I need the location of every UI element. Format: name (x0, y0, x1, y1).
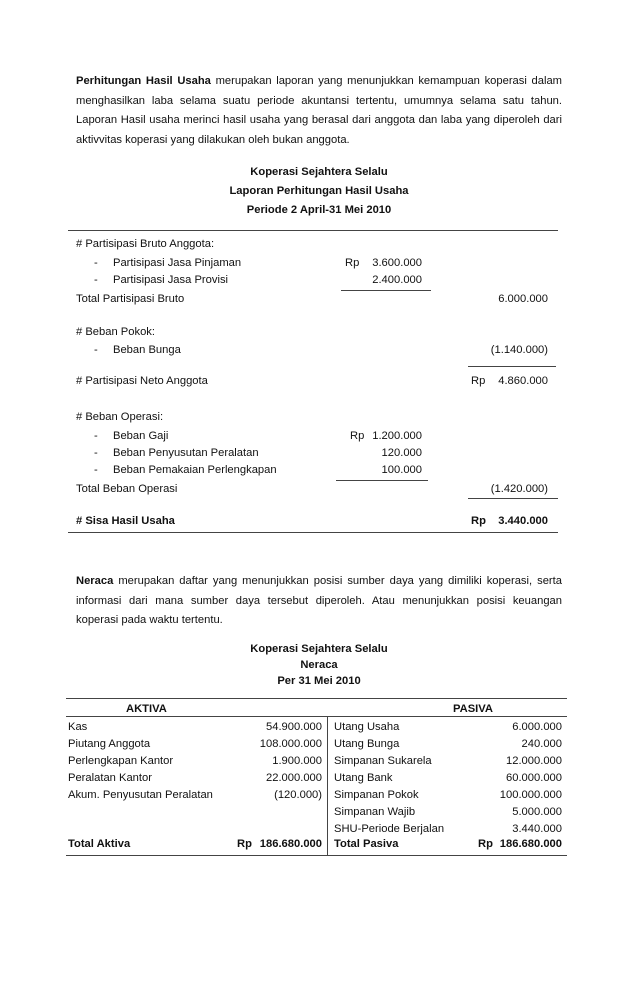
shu-neto-value: 4.860.000 (498, 375, 548, 387)
neraca-total-aktiva-currency: Rp (237, 838, 252, 850)
neraca-bottom-rule (66, 855, 567, 856)
intro-paragraph-neraca (76, 572, 562, 631)
neraca-total-pasiva-currency: Rp (478, 838, 493, 850)
shu-beban-bunga-label: Beban Bunga (113, 344, 181, 356)
shu-jasa-provisi-value: 2.400.000 (372, 274, 422, 286)
neraca-total-pasiva-value: 186.680.000 (499, 838, 562, 850)
pasiva-row-label: Simpanan Sukarela (334, 755, 432, 767)
aktiva-row-value: 108.000.000 (259, 738, 322, 750)
intro-paragraph-shu (76, 72, 562, 150)
neraca-total-aktiva-value: 186.680.000 (259, 838, 322, 850)
neraca-aktiva-heading: AKTIVA (126, 703, 167, 715)
aktiva-row-label: Peralatan Kantor (68, 772, 152, 784)
shu-operasi-total-rule (468, 498, 558, 499)
shu-bruto-heading: # Partisipasi Bruto Anggota: (76, 238, 215, 250)
neraca-top-rule (66, 698, 567, 699)
aktiva-row-value: 22.000.000 (266, 772, 322, 784)
pasiva-row-label: Utang Bunga (334, 738, 400, 750)
shu-subtotal-rule (341, 290, 431, 291)
neraca-date: Per 31 Mei 2010 (277, 675, 361, 687)
pasiva-row-label: Utang Usaha (334, 721, 400, 733)
shu-beban-perlengkapan-value: 100.000 (381, 464, 422, 476)
shu-jasa-pinjaman-value: 3.600.000 (372, 257, 422, 269)
shu-report-period: Periode 2 April-31 Mei 2010 (246, 204, 392, 216)
aktiva-row-label: Perlengkapan Kantor (68, 755, 174, 767)
shu-total-bruto-value: 6.000.000 (498, 293, 548, 305)
shu-sisa-label: # Sisa Hasil Usaha (76, 515, 175, 527)
neraca-total-aktiva-label: Total Aktiva (68, 838, 131, 850)
shu-dash: - (94, 430, 98, 442)
shu-jasa-pinjaman-currency: Rp (345, 257, 360, 269)
shu-sisa-currency: Rp (471, 515, 486, 527)
pasiva-row-value: 60.000.000 (506, 772, 562, 784)
shu-top-rule (68, 230, 558, 231)
shu-total-beban-label: Total Beban Operasi (76, 483, 178, 495)
aktiva-row-value: (120.000) (274, 789, 322, 801)
pasiva-row-label: Simpanan Wajib (334, 806, 416, 818)
aktiva-row-value: 1.900.000 (272, 755, 322, 767)
shu-total-bruto-label: Total Partisipasi Bruto (76, 293, 185, 305)
shu-beban-penyusutan-label: Beban Penyusutan Peralatan (113, 447, 259, 459)
neraca-title: Neraca (300, 659, 338, 671)
pasiva-row-value: 100.000.000 (499, 789, 562, 801)
neraca-pasiva-heading: PASIVA (453, 703, 493, 715)
shu-jasa-provisi-label: Partisipasi Jasa Provisi (113, 274, 229, 286)
pasiva-row-label: SHU-Periode Berjalan (334, 823, 445, 835)
pasiva-row-value: 6.000.000 (512, 721, 562, 733)
intro-text-shu: merupakan laporan yang menunjukkan kemampuan koperasi dalam menghasilkan laba selama suatu periode akuntansi tertentu, umumnya selama satu tahun. Laporan Hasil usaha merinci hasil usaha yang berasal dari anggota dan laba yang diperoleh dari aktivvitas koperasi yang dilakukan oleh bukan anggota. (76, 75, 562, 146)
intro-text-neraca: merupakan daftar yang menunjukkan posisi sumber daya yang dimiliki koperasi, serta informasi dari mana sumber daya tersebut diperoleh. Atau menunjukkan posisi keuangan koperasi pada waktu tertentu. (76, 575, 562, 626)
shu-report-title: Laporan Perhitungan Hasil Usaha (229, 185, 409, 197)
pasiva-row-value: 5.000.000 (512, 806, 562, 818)
shu-sisa-value: 3.440.000 (498, 515, 548, 527)
intro-lead-neraca: Neraca (76, 575, 114, 587)
pasiva-row-value: 3.440.000 (512, 823, 562, 835)
shu-beban-bunga-value: (1.140.000) (490, 344, 548, 356)
pasiva-row-label: Simpanan Pokok (334, 789, 419, 801)
shu-total-beban-value: (1.420.000) (490, 483, 548, 495)
aktiva-row-value: 54.900.000 (266, 721, 322, 733)
shu-neto-label: # Partisipasi Neto Anggota (76, 375, 208, 387)
aktiva-row-label: Akum. Penyusutan Peralatan (68, 789, 213, 801)
neraca-total-pasiva-label: Total Pasiva (334, 838, 399, 850)
shu-beban-gaji-label: Beban Gaji (113, 430, 169, 442)
aktiva-row-label: Piutang Anggota (68, 738, 151, 750)
shu-beban-pokok-heading: # Beban Pokok: (76, 326, 155, 338)
shu-dash: - (94, 447, 98, 459)
shu-beban-perlengkapan-label: Beban Pemakaian Perlengkapan (113, 464, 277, 476)
shu-neto-currency: Rp (471, 375, 486, 387)
pasiva-row-label: Utang Bank (334, 772, 393, 784)
neraca-header-rule (66, 716, 567, 717)
shu-bottom-rule (68, 532, 558, 533)
pasiva-row-value: 12.000.000 (506, 755, 562, 767)
aktiva-row-label: Kas (68, 721, 88, 733)
shu-pokok-rule (468, 366, 556, 367)
shu-dash: - (94, 464, 98, 476)
shu-org-name: Koperasi Sejahtera Selalu (250, 166, 388, 178)
shu-beban-penyusutan-value: 120.000 (381, 447, 422, 459)
shu-jasa-pinjaman-label: Partisipasi Jasa Pinjaman (113, 257, 242, 269)
shu-dash: - (94, 257, 98, 269)
shu-dash: - (94, 344, 98, 356)
shu-beban-gaji-value: 1.200.000 (372, 430, 422, 442)
shu-beban-operasi-heading: # Beban Operasi: (76, 411, 164, 423)
neraca-column-divider (327, 716, 328, 855)
neraca-org-name: Koperasi Sejahtera Selalu (250, 643, 388, 655)
shu-operasi-subtotal-rule (336, 480, 428, 481)
shu-dash: - (94, 274, 98, 286)
pasiva-row-value: 240.000 (521, 738, 562, 750)
intro-lead-shu: Perhitungan Hasil Usaha (76, 75, 211, 87)
shu-beban-gaji-currency: Rp (350, 430, 365, 442)
